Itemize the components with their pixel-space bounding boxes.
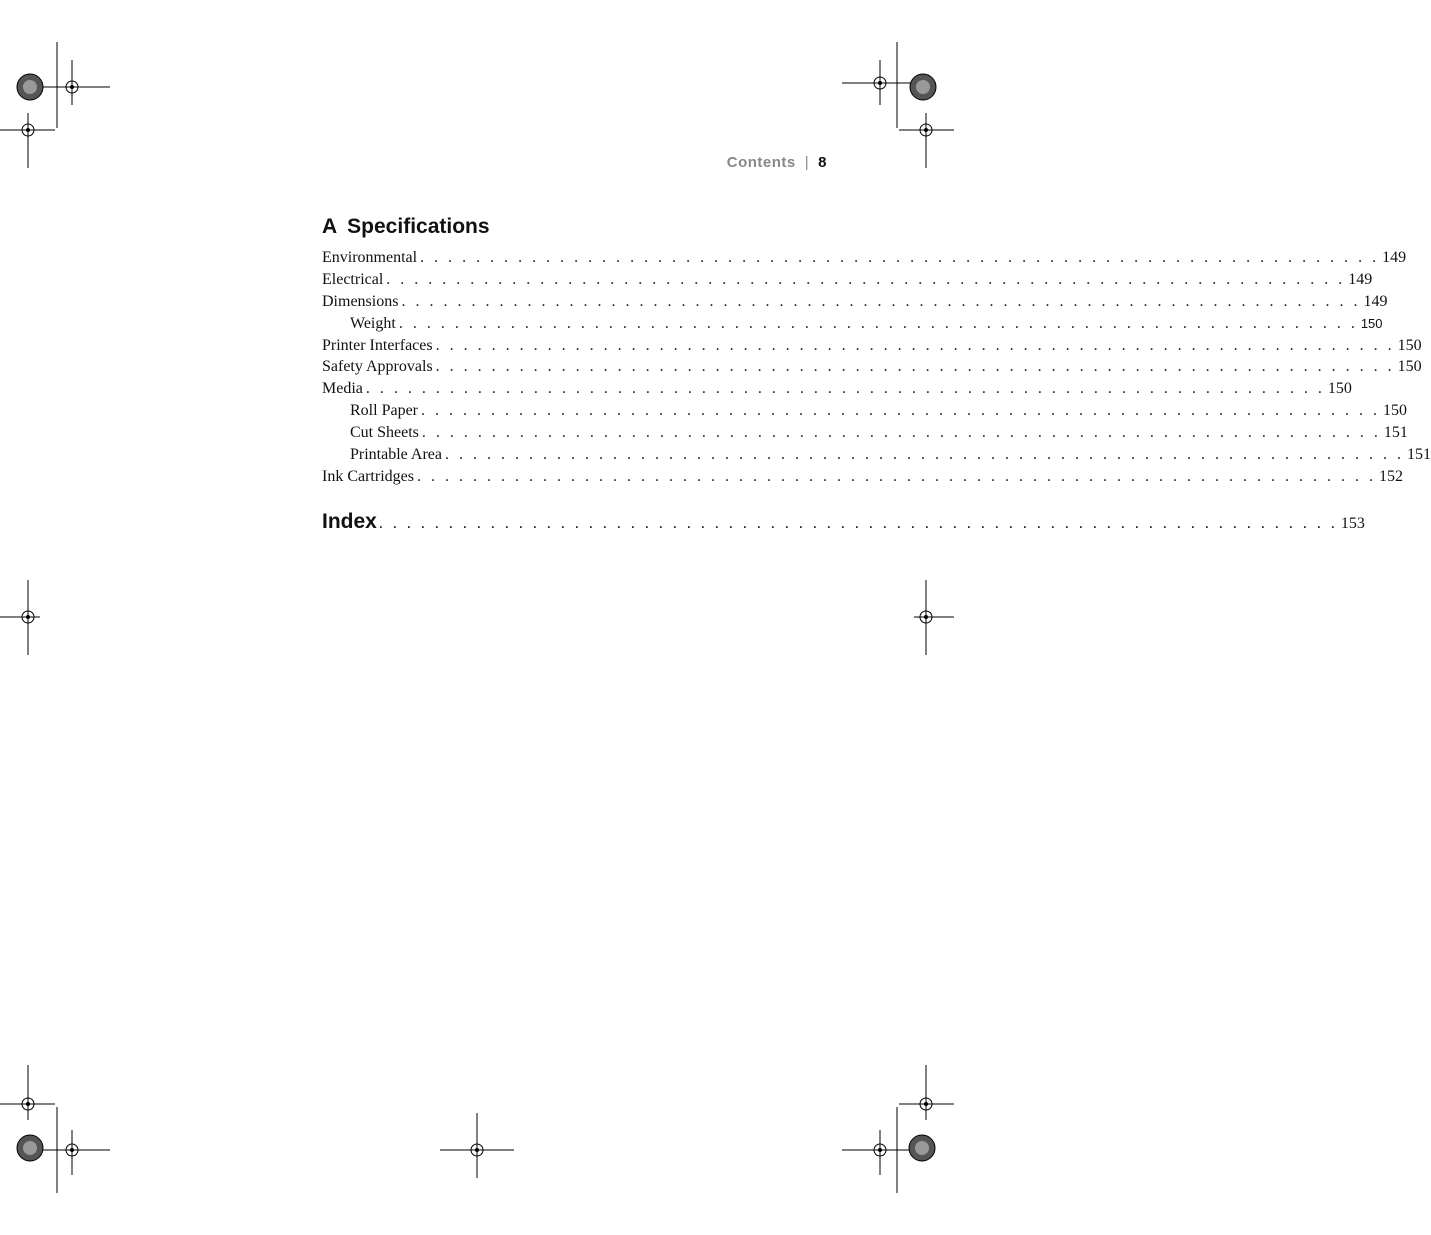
toc-entry-label: Safety Approvals bbox=[322, 358, 433, 376]
table-of-contents bbox=[322, 215, 1431, 534]
toc-entry-printer-interfaces[interactable] bbox=[322, 335, 1422, 357]
toc-entry-label: Roll Paper bbox=[350, 402, 418, 420]
section-title: Specifications bbox=[347, 215, 490, 238]
toc-entry-label: Weight bbox=[350, 314, 396, 332]
toc-entry-page: 151 bbox=[1383, 424, 1408, 442]
toc-entry-weight[interactable] bbox=[322, 313, 1383, 335]
toc-entry-label: Ink Cartridges bbox=[322, 467, 414, 485]
toc-entry-label: Media bbox=[322, 380, 363, 398]
toc-entry-page: 151 bbox=[1406, 446, 1431, 464]
dot-leader: . . . . . . . . . . . . . . . . . . . . . . . . . . . . . . . . . . . . . . . . . . . . . . . . . . . . . . . . . . . . . . . . . . . . . bbox=[444, 446, 1404, 464]
toc-entry-page: 150 bbox=[1383, 402, 1407, 420]
dot-leader: . . . . . . . . . . . . . . . . . . . . . . . . . . . . . . . . . . . . . . . . . . . . . . . . . . . . . . . . . . . . . . . . . . . . . bbox=[365, 380, 1325, 398]
toc-entry-dimensions[interactable] bbox=[322, 291, 1388, 313]
toc-entry-page: 149 bbox=[1363, 292, 1388, 310]
toc-entry-printable-area[interactable] bbox=[322, 444, 1431, 466]
toc-entry-environmental[interactable] bbox=[322, 247, 1407, 269]
toc-entry-page: 149 bbox=[1348, 270, 1373, 288]
dot-leader: . . . . . . . . . . . . . . . . . . . . . . . . . . . . . . . . . . . . . . . . . . . . . . . . . . . . . . . . . . . . . . . . . . . . . bbox=[386, 270, 1346, 288]
section-letter: A bbox=[322, 215, 338, 238]
toc-entry-roll-paper[interactable] bbox=[322, 400, 1407, 422]
toc-entry-label: Cut Sheets bbox=[350, 424, 419, 442]
toc-entry-label: Printer Interfaces bbox=[322, 336, 433, 354]
toc-entry-index[interactable] bbox=[322, 509, 1365, 534]
toc-entry-label: Environmental bbox=[322, 249, 418, 266]
toc-entry-safety-approvals[interactable] bbox=[322, 356, 1422, 378]
index-page: 153 bbox=[1340, 514, 1365, 532]
header-page-number: 8 bbox=[818, 154, 827, 171]
dot-leader: . . . . . . . . . . . . . . . . . . . . . . . . . . . . . . . . . . . . . . . . . . . . . . . . . . . . . . . . . . . . . . . . . . . . . bbox=[421, 424, 1381, 442]
toc-entry-page: 150 bbox=[1327, 380, 1352, 398]
toc-entry-page: 149 bbox=[1382, 249, 1407, 266]
dot-leader: . . . . . . . . . . . . . . . . . . . . . . . . . . . . . . . . . . . . . . . . . . . . . . . . . . . . . . . . . . . . . . . . . . . . . bbox=[435, 336, 1395, 354]
toc-entry-ink-cartridges[interactable] bbox=[322, 466, 1403, 488]
toc-entry-label: Printable Area bbox=[350, 446, 442, 464]
running-header bbox=[727, 154, 827, 171]
dot-leader: . . . . . . . . . . . . . . . . . . . . . . . . . . . . . . . . . . . . . . . . . . . . . . . . . . . . . . . . . . . . . . . . . . . . . bbox=[416, 467, 1376, 485]
toc-entry-page: 150 bbox=[1360, 315, 1383, 331]
toc-entry-media[interactable] bbox=[322, 378, 1352, 400]
index-label: Index bbox=[322, 509, 377, 533]
dot-leader: . . . . . . . . . . . . . . . . . . . . . . . . . . . . . . . . . . . . . . . . . . . . . . . . . . . . . . . . . . . . . . . . . . . . . bbox=[435, 358, 1395, 376]
dot-leader: . . . . . . . . . . . . . . . . . . . . . . . . . . . . . . . . . . . . . . . . . . . . . . . . . . . . . . . . . . . . . . . . . . . . . bbox=[398, 314, 1358, 332]
toc-entry-page: 150 bbox=[1397, 358, 1422, 376]
toc-entry-label: Electrical bbox=[322, 270, 384, 288]
toc-entry-electrical[interactable] bbox=[322, 269, 1373, 291]
toc-entry-cut-sheets[interactable] bbox=[322, 422, 1408, 444]
header-separator: | bbox=[804, 154, 810, 171]
toc-entry-page: 152 bbox=[1378, 467, 1403, 485]
toc-entry-page: 150 bbox=[1397, 336, 1422, 354]
toc-entry-label: Dimensions bbox=[322, 292, 399, 310]
dot-leader: . . . . . . . . . . . . . . . . . . . . . . . . . . . . . . . . . . . . . . . . . . . . . . . . . . . . . . . . . . . . . . . . . . . . . bbox=[401, 292, 1361, 310]
section-heading bbox=[322, 215, 817, 239]
dot-leader: . . . . . . . . . . . . . . . . . . . . . . . . . . . . . . . . . . . . . . . . . . . . . . . . . . . . . . . . . . . . . . . . . . . . . bbox=[421, 402, 1380, 420]
header-section: Contents bbox=[726, 154, 796, 171]
dot-leader: . . . . . . . . . . . . . . . . . . . . . . . . . . . . . . . . . . . . . . . . . . . . . . . . . . . . . . . . . . . . . . . . . . . . . bbox=[378, 514, 1338, 532]
dot-leader: . . . . . . . . . . . . . . . . . . . . . . . . . . . . . . . . . . . . . . . . . . . . . . . . . . . . . . . . . . . . . . . . . . . . . bbox=[420, 249, 1380, 266]
